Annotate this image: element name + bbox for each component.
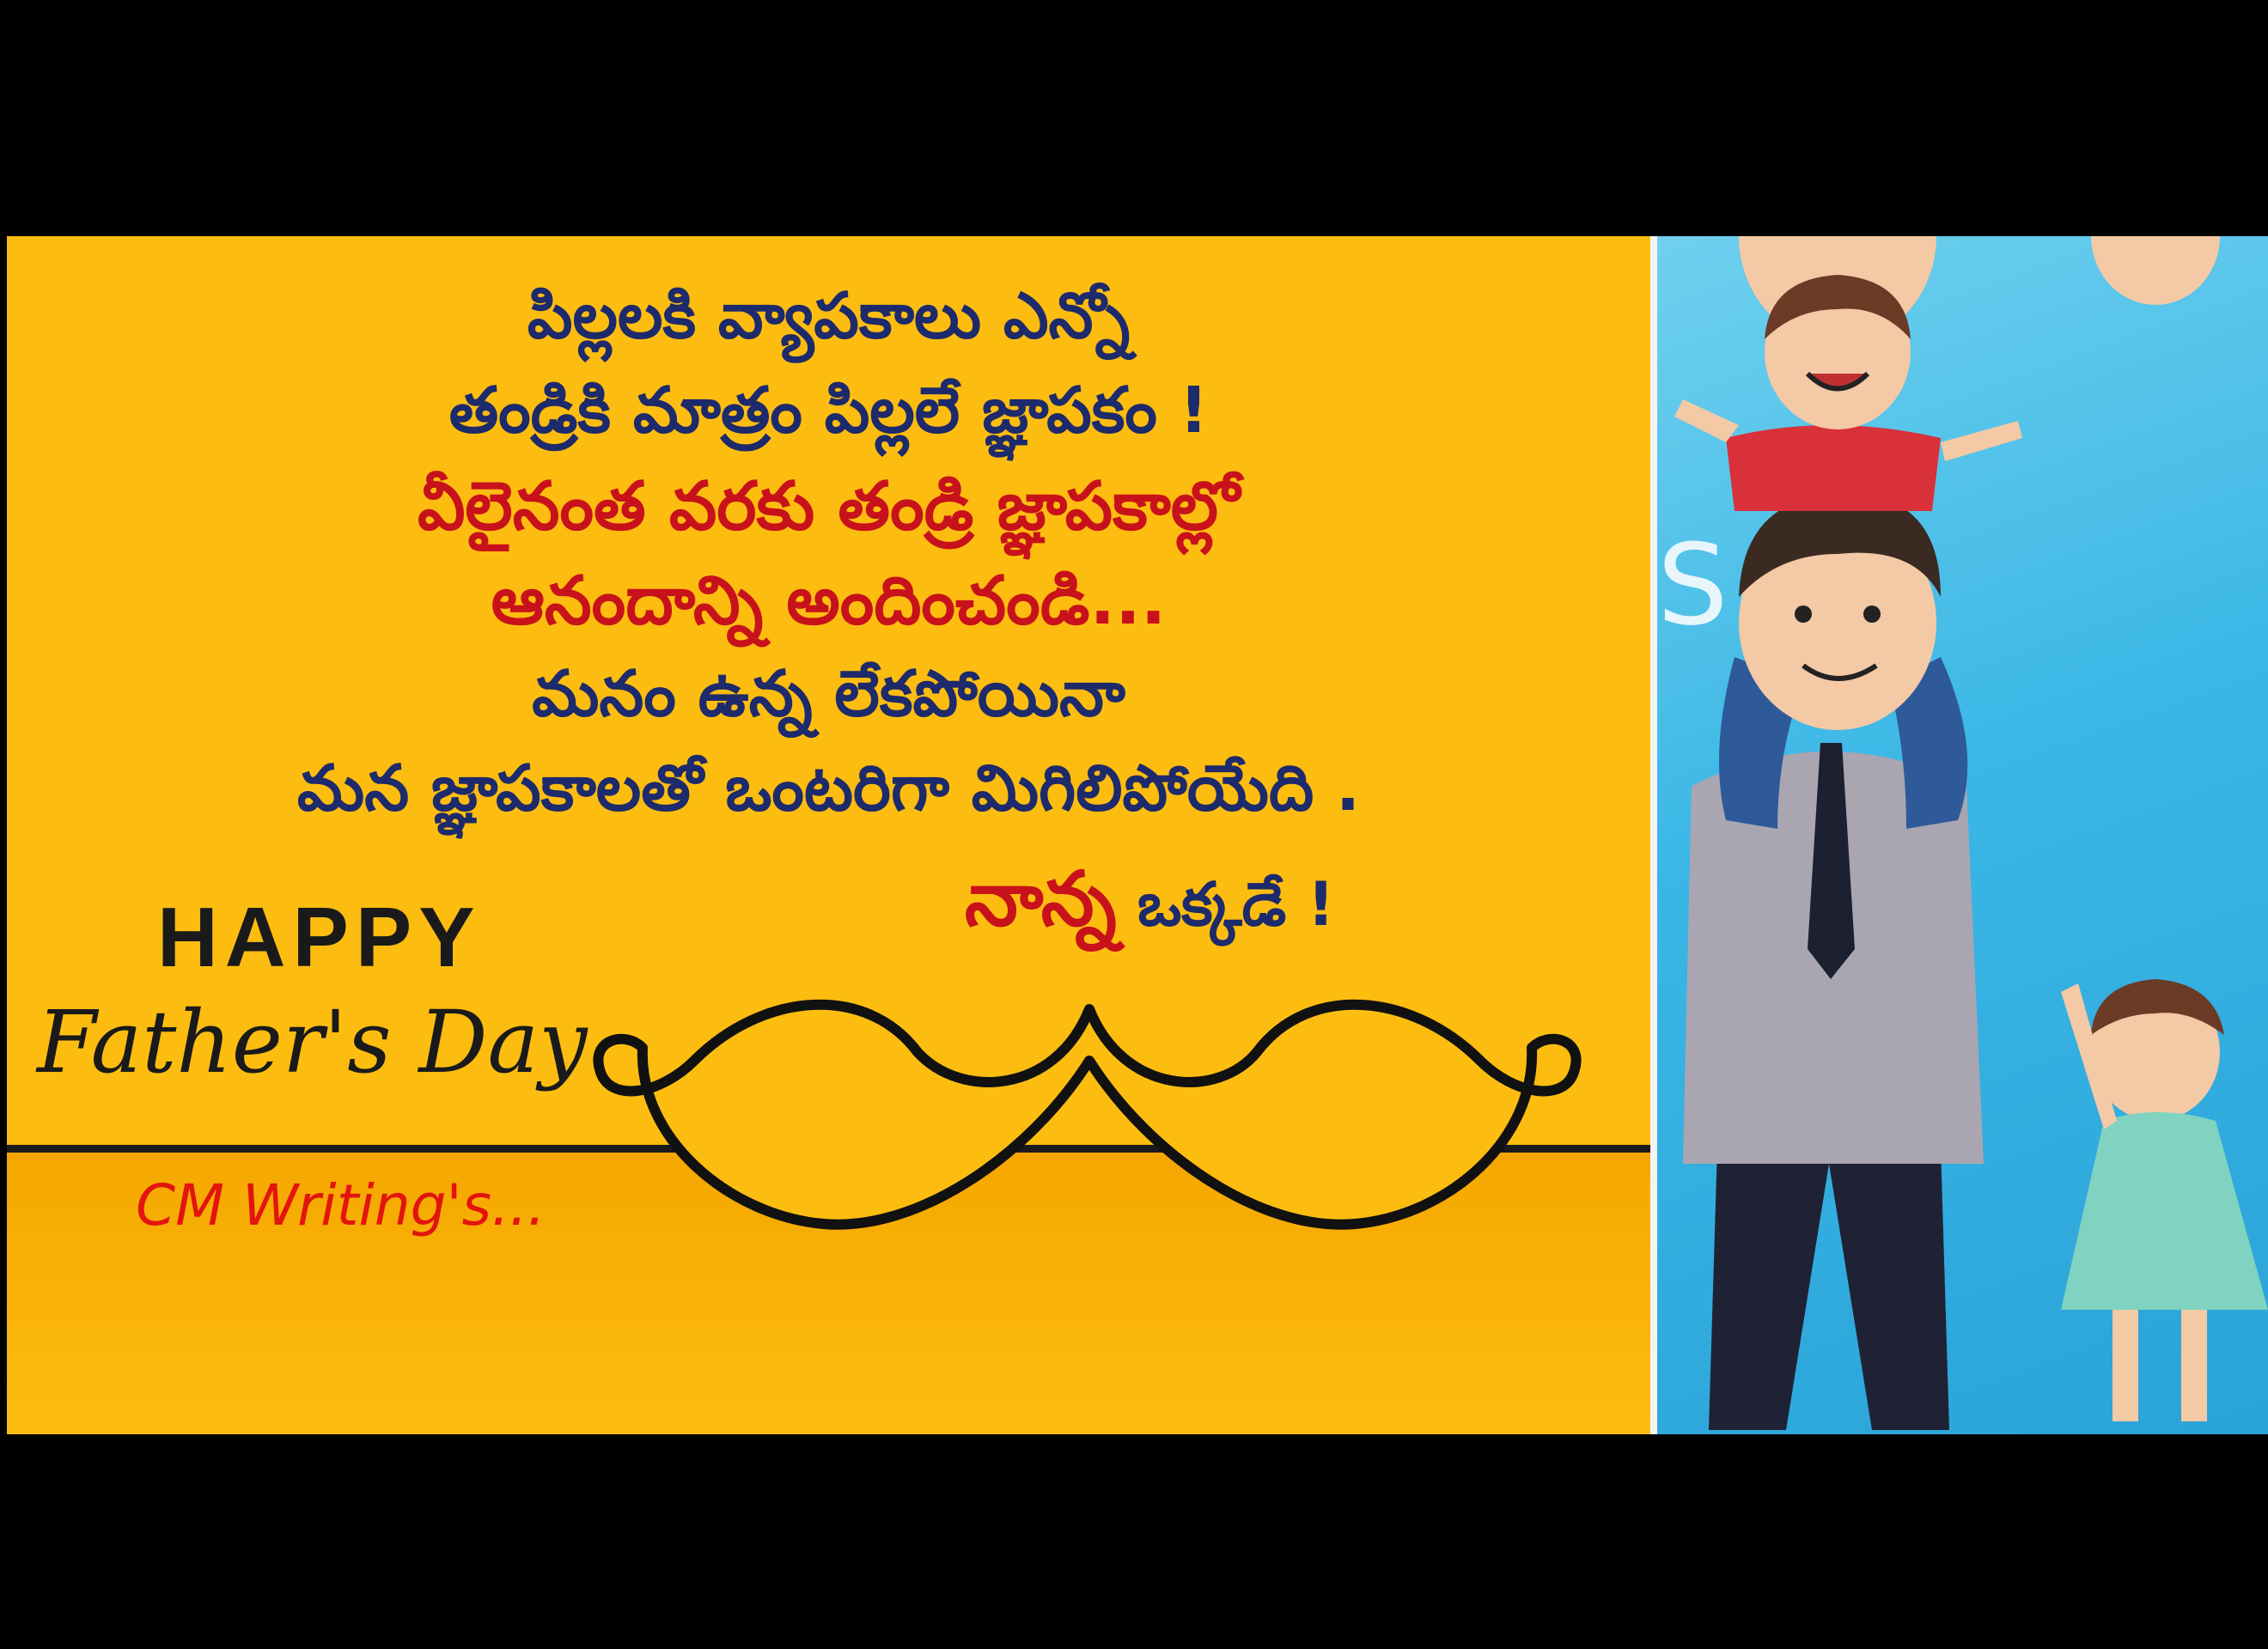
child-shirt bbox=[1726, 425, 1941, 511]
mustache-shape bbox=[598, 1005, 1576, 1225]
girl-dress bbox=[2061, 1112, 2268, 1310]
fathers-day-heading: Father's Day bbox=[37, 992, 588, 1092]
poem-line-5: మనం ఉన్న లేకపోయినా bbox=[532, 657, 1125, 731]
poem-line-1: పిల్లలకి వ్యాపకాలు ఎన్నో bbox=[527, 279, 1131, 353]
happy-heading: HAPPY bbox=[157, 890, 482, 984]
father-legs bbox=[1709, 1147, 1949, 1430]
cartoon-figures bbox=[1657, 236, 2268, 1434]
father-children-illustration bbox=[1657, 236, 2268, 1434]
poem-line-6: మన జ్ఞాపకాలతో ఒంటరిగా మిగిలిపోయేది . bbox=[296, 751, 1361, 825]
poem-line-2: తండ్రికి మాత్రం పిల్లలే జ్ఞాపకం ! bbox=[448, 374, 1209, 447]
poem-line-3: వీలైనంత వరకు తండ్రి జ్ఞాపకాల్లో bbox=[417, 468, 1241, 545]
closing-word-father: నాన్న bbox=[965, 855, 1117, 943]
background-letter: S bbox=[1657, 520, 1728, 650]
fathers-day-card bbox=[7, 236, 1650, 1434]
signature: CM Writing's... bbox=[136, 1172, 546, 1238]
closing-word-alone: ఒక్కడే ! bbox=[1116, 869, 1335, 940]
poem-line-4: ఆనందాన్ని అందించండి... bbox=[491, 563, 1167, 640]
closing-line bbox=[965, 855, 1335, 962]
panel-divider bbox=[1650, 236, 1657, 1434]
